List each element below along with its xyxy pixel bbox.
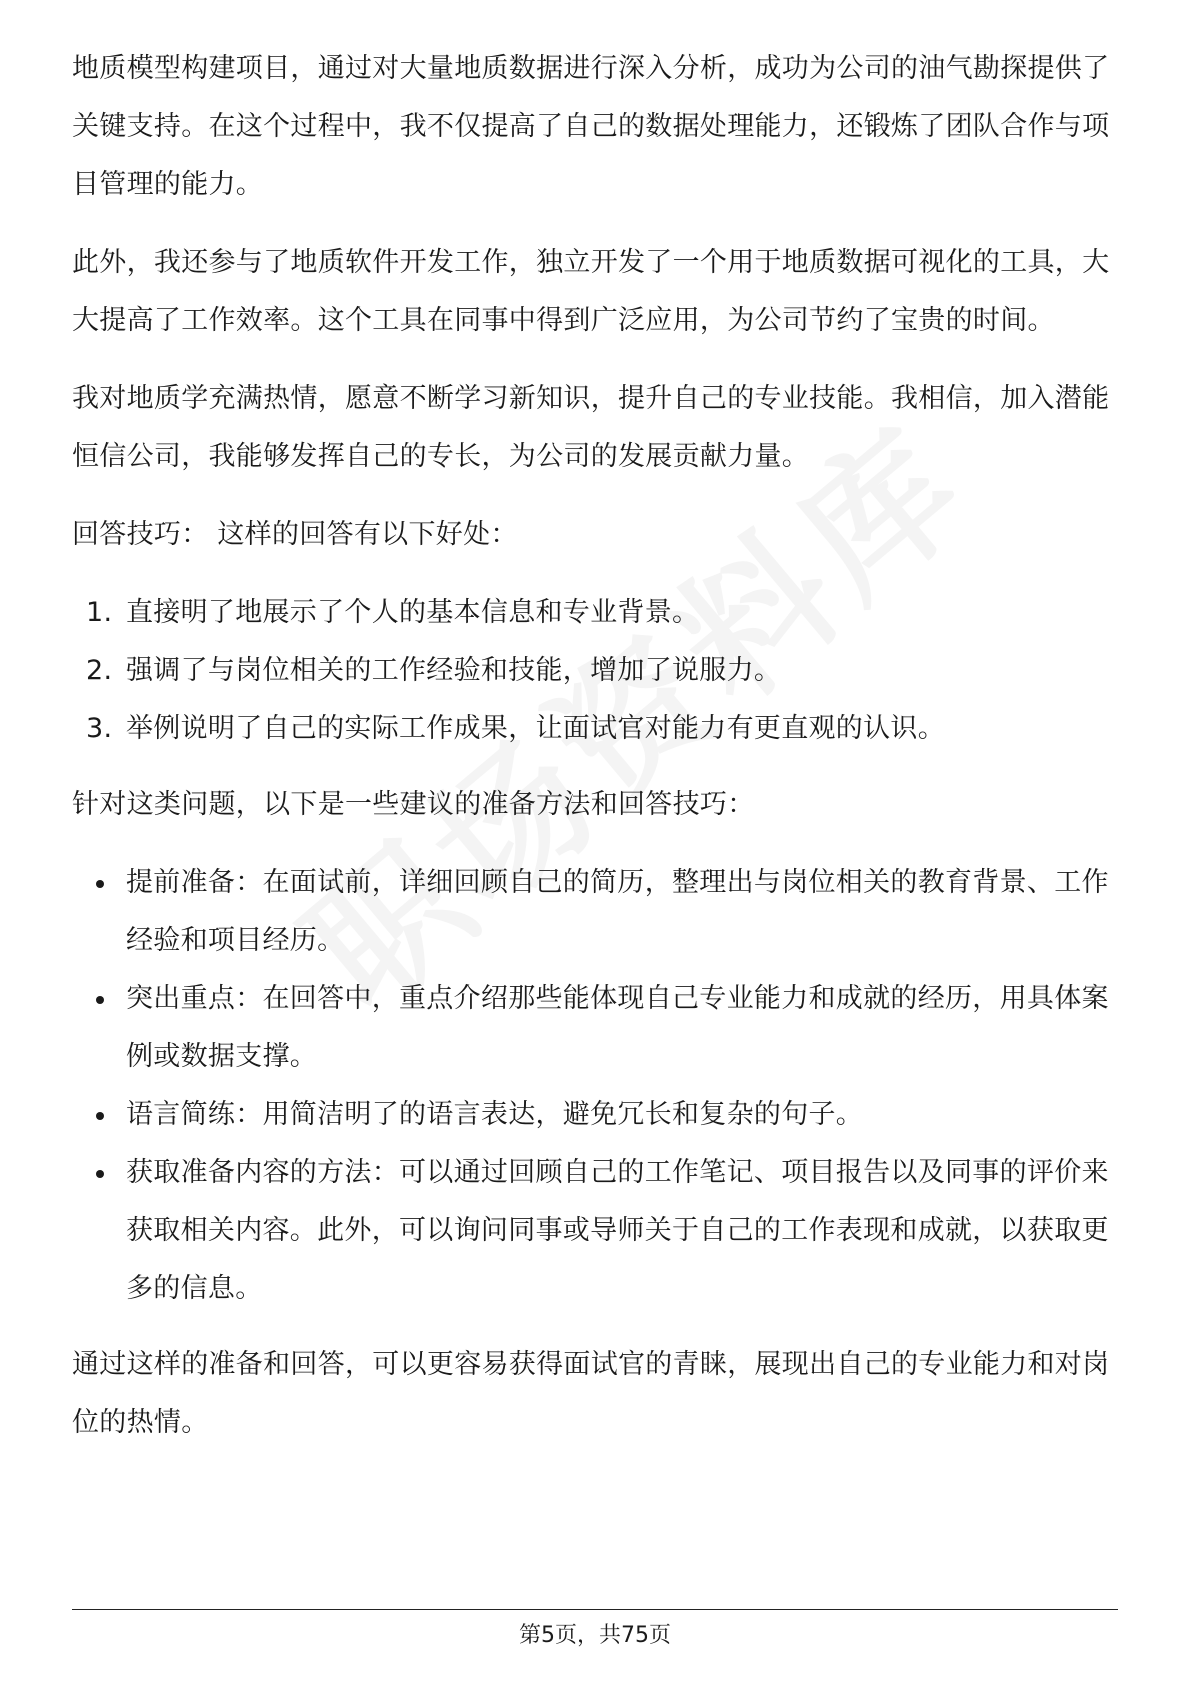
list-item	[72, 700, 1118, 758]
bullet-icon	[96, 1112, 104, 1120]
list-item	[72, 1086, 1118, 1144]
list-item	[72, 642, 1118, 700]
paragraph-answer-tips: 回答技巧： 这样的回答有以下好处：	[72, 519, 518, 550]
bullet-icon	[96, 996, 104, 1004]
list-item-text: 强调了与岗位相关的工作经验和技能，增加了说服力。	[126, 655, 782, 686]
paragraph-software: 此外，我还参与了地质软件开发工作，独立开发了一个用于地质数据可视化的工具，大大提高了工作效率。这个工具在同事中得到广泛应用，为公司节约了宝贵的时间。	[72, 247, 1110, 336]
paragraph-advice-intro: 针对这类问题，以下是一些建议的准备方法和回答技巧：	[72, 789, 755, 820]
bullet-icon	[96, 1170, 104, 1178]
bullet-icon	[96, 880, 104, 888]
list-item	[72, 1144, 1118, 1318]
benefits-list	[72, 584, 1118, 758]
list-item-text: 突出重点：在回答中，重点介绍那些能体现自己专业能力和成就的经历，用具体案例或数据支撑。	[126, 983, 1109, 1072]
list-item-text: 语言简练：用简洁明了的语言表达，避免冗长和复杂的句子。	[126, 1099, 864, 1130]
list-item-text: 直接明了地展示了个人的基本信息和专业背景。	[126, 597, 700, 628]
list-number: 2.	[86, 655, 113, 686]
list-item-text: 提前准备：在面试前，详细回顾自己的简历，整理出与岗位相关的教育背景、工作经验和项目经历。	[126, 867, 1109, 956]
paragraph-closing: 通过这样的准备和回答，可以更容易获得面试官的青睐，展现出自己的专业能力和对岗位的热情。	[72, 1349, 1110, 1438]
advice-list	[72, 854, 1118, 1318]
list-item	[72, 854, 1118, 970]
list-number: 3.	[86, 713, 113, 744]
paragraph-passion: 我对地质学充满热情，愿意不断学习新知识，提升自己的专业技能。我相信，加入潜能恒信公司，我能够发挥自己的专长，为公司的发展贡献力量。	[72, 383, 1110, 472]
paragraph-project: 地质模型构建项目，通过对大量地质数据进行深入分析，成功为公司的油气勘探提供了关键支持。在这个过程中，我不仅提高了自己的数据处理能力，还锻炼了团队合作与项目管理的能力。	[72, 53, 1110, 200]
list-number: 1.	[86, 597, 113, 628]
document-page	[72, 40, 1118, 1472]
list-item	[72, 584, 1118, 642]
list-item	[72, 970, 1118, 1086]
footer-divider	[72, 1609, 1118, 1610]
page-number: 第5页，共75页	[519, 1623, 671, 1648]
list-item-text: 获取准备内容的方法：可以通过回顾自己的工作笔记、项目报告以及同事的评价来获取相关内容。此外，可以询问同事或导师关于自己的工作表现和成就，以获取更多的信息。	[126, 1157, 1109, 1304]
list-item-text: 举例说明了自己的实际工作成果，让面试官对能力有更直观的认识。	[126, 713, 945, 744]
